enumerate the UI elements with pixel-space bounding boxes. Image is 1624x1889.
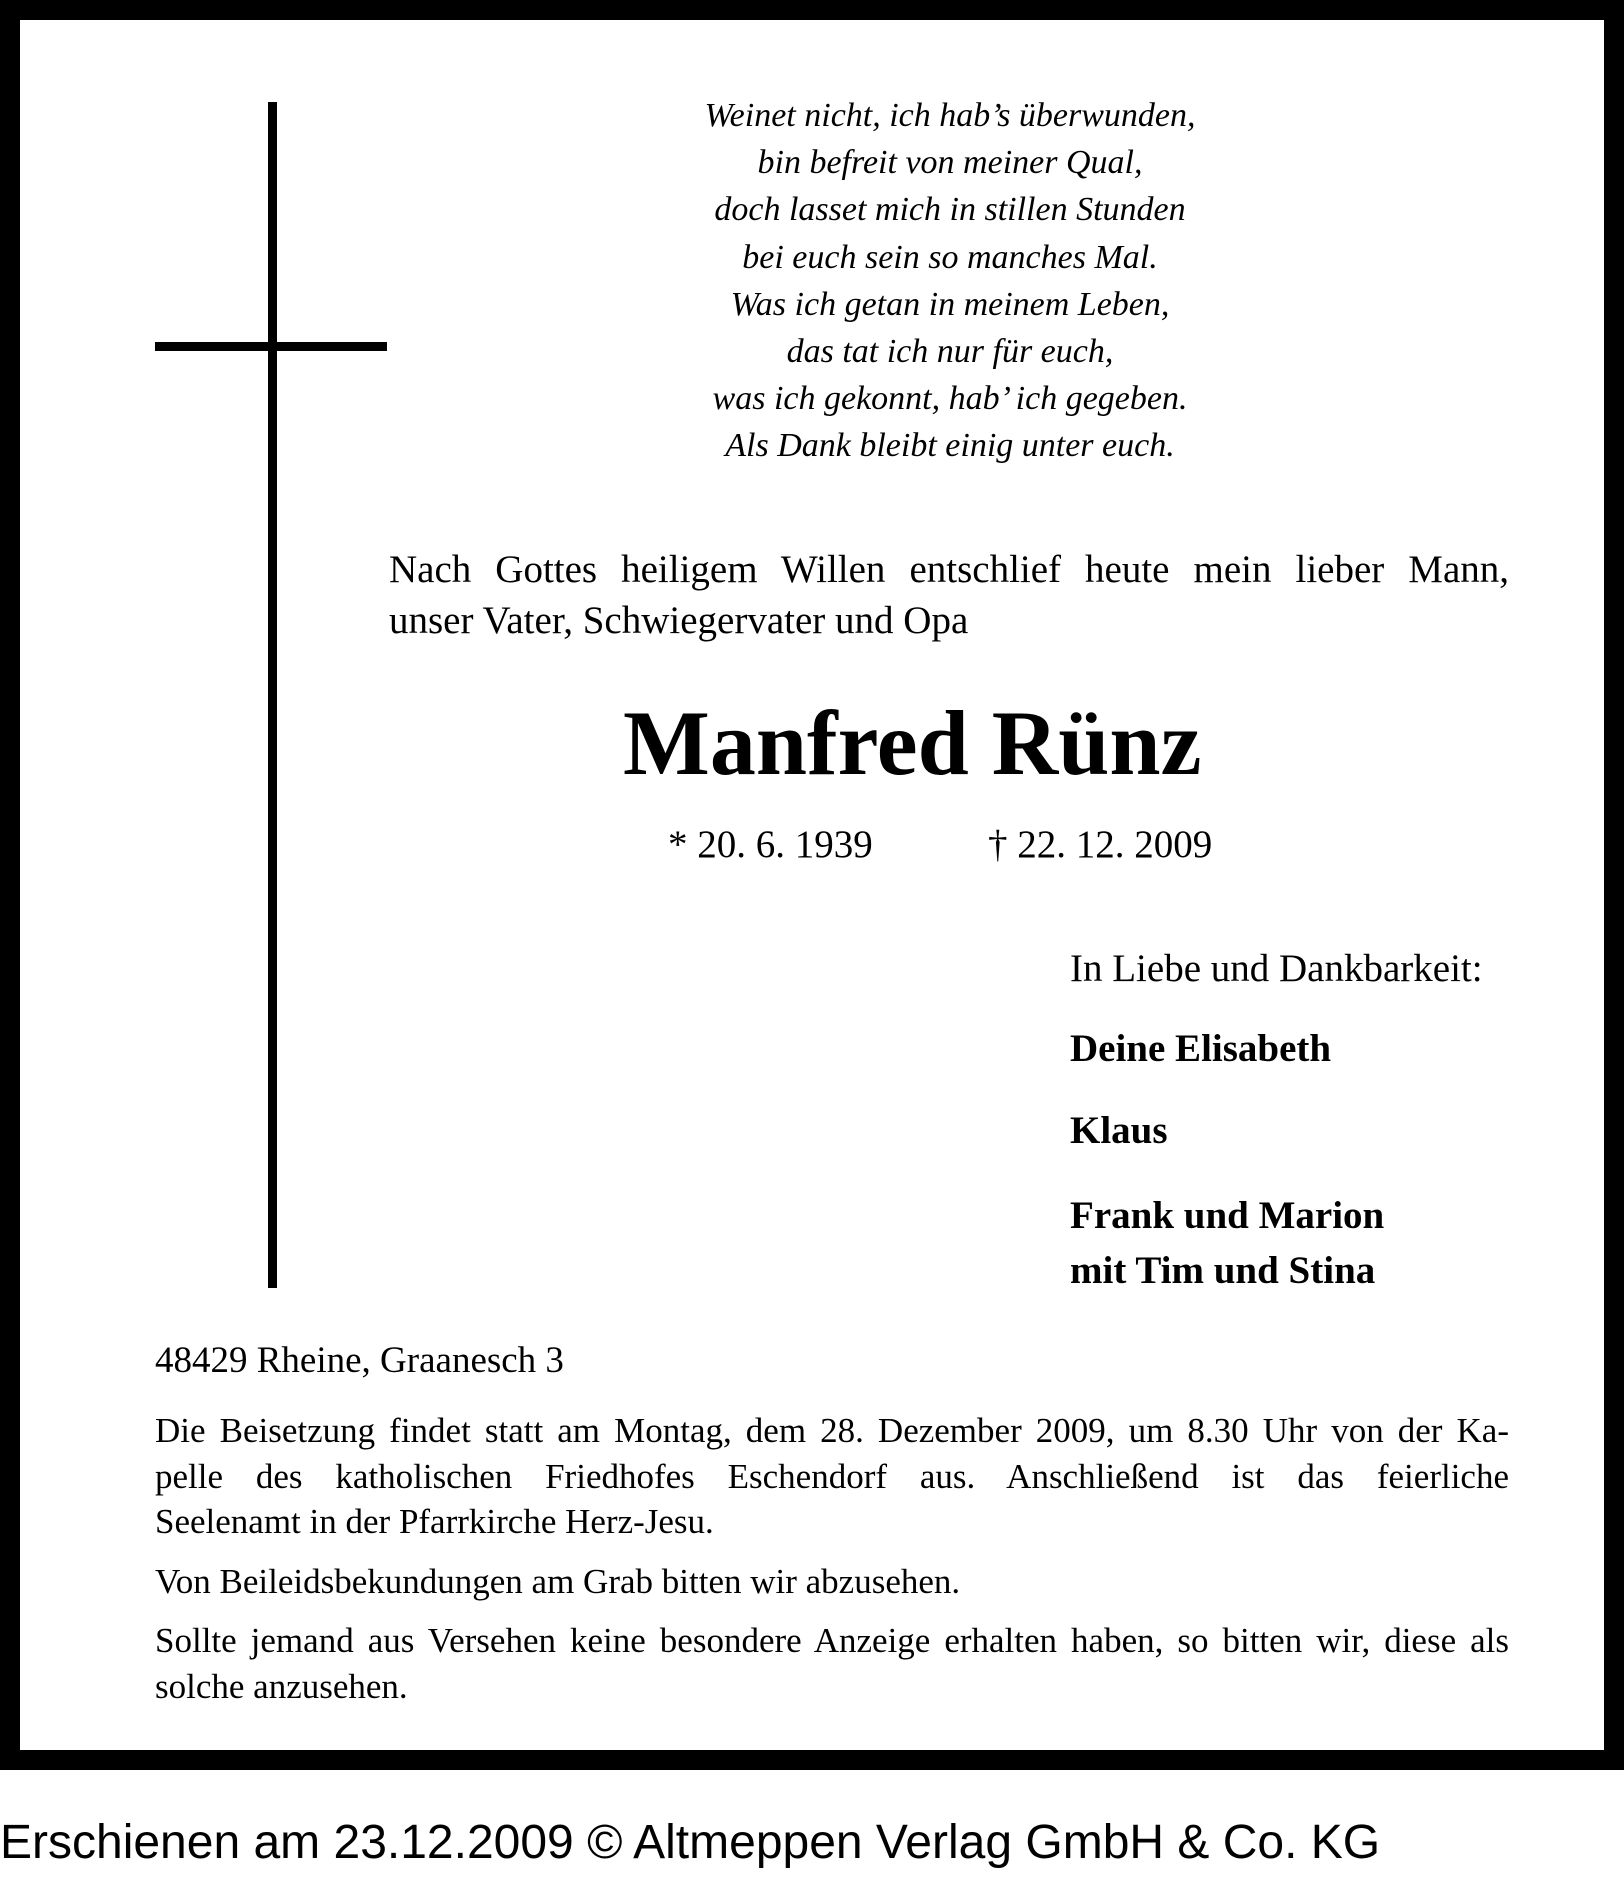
intro-line: Nach Gottes heiligem Willen entschlief heute mein lieber Mann,: [389, 548, 1509, 591]
poem-line: das tat ich nur für euch,: [786, 333, 1114, 371]
death-date: † 22. 12. 2009: [988, 823, 1213, 866]
notice-line: pelle des katholischen Friedhofes Eschendorf aus. Anschließend ist das feierliche: [155, 1456, 1509, 1496]
poem-line: was ich gekonnt, hab’ ich gegeben.: [712, 380, 1188, 418]
poem-line: Weinet nicht, ich hab’s überwunden,: [704, 97, 1196, 134]
condolences-notice: [155, 1559, 1509, 1605]
poem-line: bei euch sein so manches Mal.: [742, 238, 1158, 276]
notice-line: Sollte jemand aus Versehen keine besondere Anzeige erhalten haben, so bitten wir, diese als: [155, 1621, 1509, 1660]
notices: [155, 1408, 1509, 1723]
mourner-name: Deine Elisabeth: [1070, 1027, 1332, 1070]
notice-line: Von Beileidsbekundungen am Grab bitten wir abzusehen.: [155, 1561, 961, 1601]
cross-horizontal-bar: [155, 342, 387, 351]
intro-text: [389, 544, 1509, 646]
notice-line: solche anzusehen.: [155, 1666, 408, 1706]
mourner-group: [1070, 1188, 1590, 1298]
poem: [580, 92, 1320, 470]
poem-line: bin befreit von meiner Qual,: [757, 144, 1143, 182]
no-notice-received: [155, 1618, 1509, 1709]
mourner-name: Klaus: [1070, 1109, 1168, 1152]
address: 48429 Rheine, Graanesch 3: [155, 1340, 564, 1381]
mourners-heading: In Liebe und Dankbarkeit:: [1070, 947, 1483, 990]
poem-line: Was ich getan in meinem Leben,: [730, 285, 1170, 323]
publication-footer: Erschienen am 23.12.2009 © Altmeppen Verlag GmbH & Co. KG: [0, 1816, 1381, 1869]
intro-line: unser Vater, Schwiegervater und Opa: [389, 599, 969, 642]
mourners-block: [1070, 944, 1590, 1298]
mourner-group-line: Frank und Marion: [1070, 1194, 1385, 1237]
notice-line: Die Beisetzung findet statt am Montag, dem 28. Dezember 2009, um 8.30 Uhr von der Ka-: [155, 1411, 1509, 1450]
poem-line: doch lasset mich in stillen Stunden: [714, 191, 1186, 229]
deceased-name: Manfred Rünz: [623, 692, 1202, 794]
cross-vertical-bar: [268, 102, 277, 1288]
funeral-notice: [155, 1408, 1509, 1545]
mourner-group-line: mit Tim und Stina: [1070, 1249, 1376, 1292]
notice-line: Seelenamt in der Pfarrkirche Herz-Jesu.: [155, 1502, 714, 1541]
poem-line: Als Dank bleibt einig unter euch.: [725, 427, 1175, 465]
birth-date: * 20. 6. 1939: [668, 823, 873, 866]
